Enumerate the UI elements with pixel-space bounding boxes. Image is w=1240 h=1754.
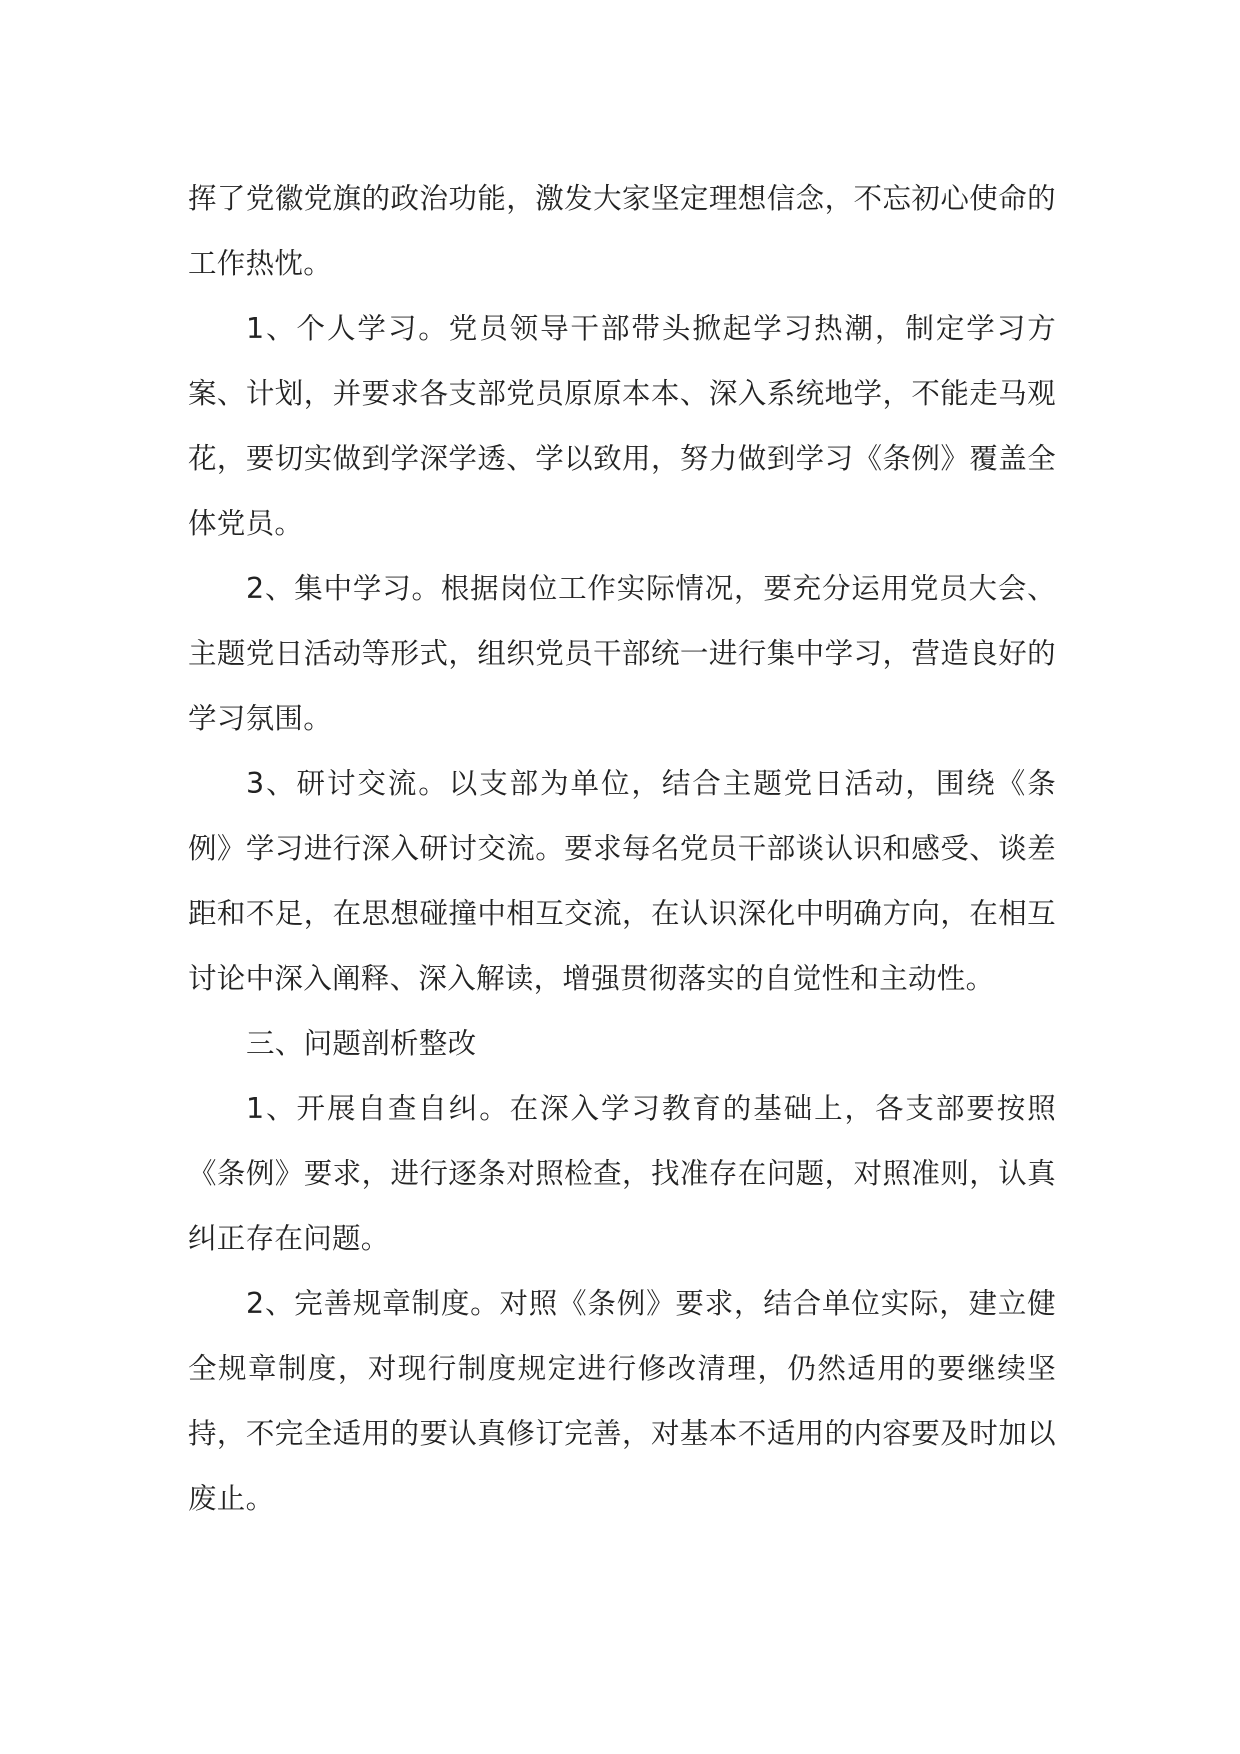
- paragraph-self-inspection: 1、开展自查自纠。在深入学习教育的基础上，各支部要按照《条例》要求，进行逐条对照检查，找准存在问题，对照准则，认真纠正存在问题。: [188, 1092, 1056, 1255]
- paragraph-personal-study: 1、个人学习。党员领导干部带头掀起学习热潮，制定学习方案、计划，并要求各支部党员原原本本、深入系统地学，不能走马观花，要切实做到学深学透、学以致用，努力做到学习《条例》覆盖全体党员。: [188, 312, 1056, 540]
- section-heading-problem-analysis: 三、问题剖析整改: [246, 1027, 477, 1060]
- paragraph-continuation: 挥了党徽党旗的政治功能，激发大家坚定理想信念，不忘初心使命的工作热忱。: [188, 182, 1056, 280]
- paragraph-group-study: 2、集中学习。根据岗位工作实际情况，要充分运用党员大会、主题党日活动等形式，组织党员干部统一进行集中学习，营造良好的学习氛围。: [188, 572, 1056, 735]
- paragraph-improve-regulations: 2、完善规章制度。对照《条例》要求，结合单位实际，建立健全规章制度，对现行制度规定进行修改清理，仍然适用的要继续坚持，不完全适用的要认真修订完善，对基本不适用的内容要及时加以废止。: [188, 1287, 1056, 1515]
- document-body: [188, 166, 1056, 1531]
- paragraph-discussion-exchange: 3、研讨交流。以支部为单位，结合主题党日活动，围绕《条例》学习进行深入研讨交流。要求每名党员干部谈认识和感受、谈差距和不足，在思想碰撞中相互交流，在认识深化中明确方向，在相互讨论中深入阐释、深入解读，增强贯彻落实的自觉性和主动性。: [188, 767, 1056, 995]
